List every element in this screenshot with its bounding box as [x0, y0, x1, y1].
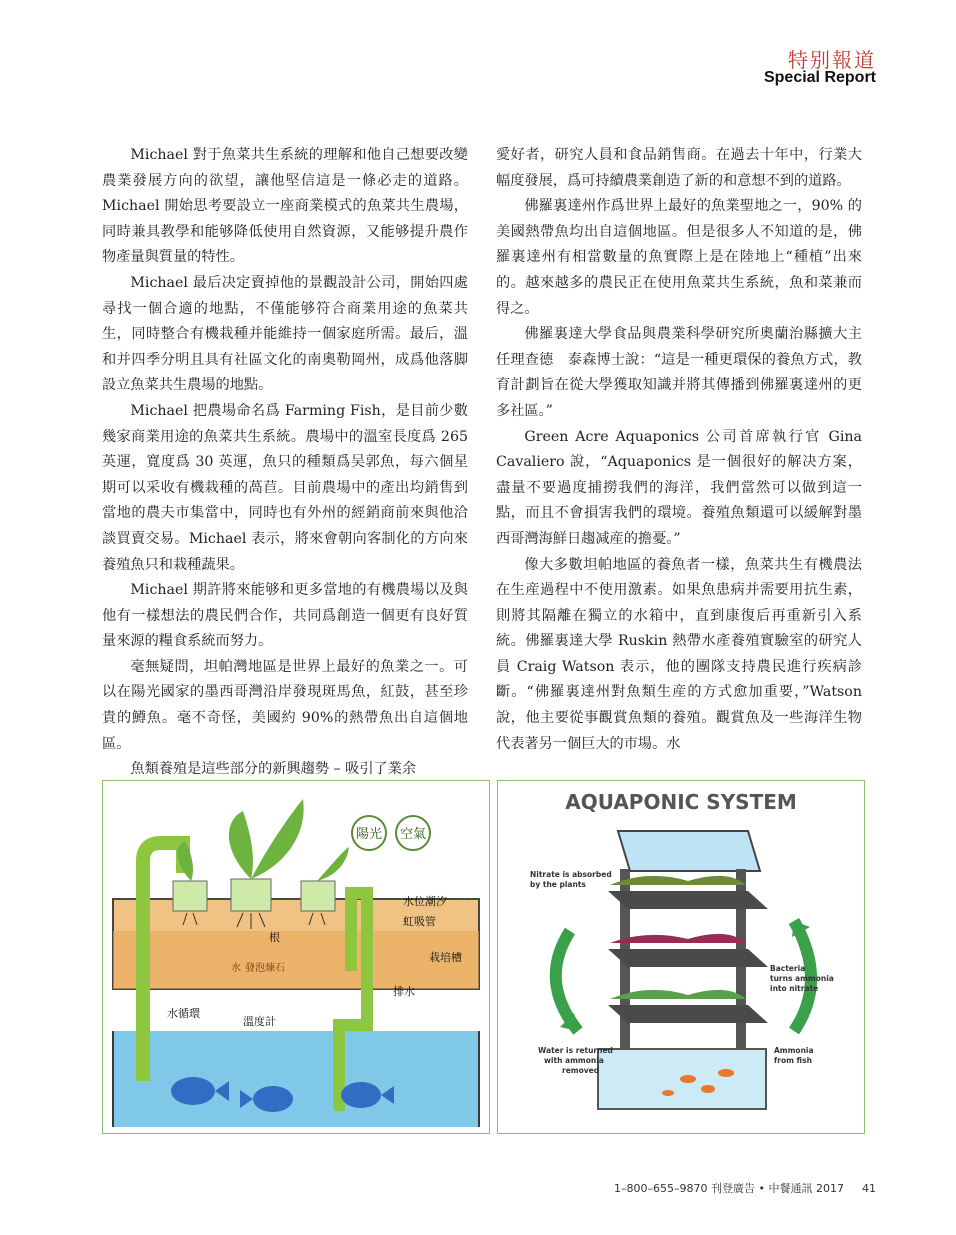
ammonia-label-2: from fish [774, 1056, 812, 1065]
bacteria-label-2: turns ammonia [770, 974, 834, 983]
paragraph: Michael 期許將來能够和更多當地的有機農場以及與他有一樣想法的農民們合作，共同爲創造一個更有良好質量來源的糧食系統而努力。 [102, 582, 468, 650]
footer-contact: 1–800–655–9870 刊登廣告 • 中餐通訊 2017 [614, 1182, 844, 1195]
article-column-left [102, 143, 468, 783]
fish-tank-water [113, 1031, 479, 1127]
bacteria-label-3: into nitrate [770, 984, 819, 993]
paragraph: Michael 把農場命名爲 Farming Fish，是目前少數幾家商業用途的魚菜共生系統。農場中的溫室長度爲 265 英運，寬度爲 30 英運，魚只的種類爲吴郭魚，每六個星期可以采收有機栽種的萵苣。目前農場中的產出均銷售到當地的農夫市集當中，同時也有外州的經銷商前來與他洽談買賣交易。Michael 表示，將來會朝向客制化的方向來養殖魚只和栽種蔬果。 [102, 402, 468, 573]
article-column-right [496, 143, 862, 757]
paragraph: 佛羅裏達大學食品與農業科學研究所奧蘭治縣擴大主任理查德 泰森博士說：“這是一種更環保的養魚方式，教育計劃旨在從大學獲取知識并將其傳播到佛羅裏達州的更多社區。” [496, 326, 862, 419]
air-label: 空氣 [399, 827, 427, 842]
nitrate-label: Nitrate is absorbed [530, 870, 612, 879]
tide-label: 水位潮汐 [403, 895, 447, 908]
drain-label: 排水 [393, 985, 415, 998]
paragraph: Michael 最后决定賣掉他的景觀設計公司，開始四處尋找一個合適的地點，不僅能够符合商業用途的魚菜共生，同時整合有機栽種并能維持一個家庭所需。最后，溫和并四季分明且具有社區文化的南奧勒岡州，成爲他落脚設立魚菜共生農場的地點。 [102, 274, 468, 394]
plant-icon [177, 799, 349, 881]
paragraph: 愛好者，研究人員和食品銷售商。在過去十年中，行業大幅度發展，爲可持續農業創造了新的和意想不到的道路。 [496, 147, 862, 189]
page-footer [614, 1180, 876, 1196]
section-title-cn: 特别報道 [788, 48, 876, 72]
siphon-label: 虹吸管 [403, 915, 436, 928]
paragraph: 魚類養殖是這些部分的新興趨勢 – 吸引了業余 [130, 761, 417, 778]
nitrate-label-2: by the plants [530, 880, 586, 889]
sun-label: 陽光 [355, 827, 383, 842]
paragraph: 佛羅裏達州作爲世界上最好的魚業聖地之一，90% 的美國熱帶魚均出自這個地區。但是很多人不知道的是，佛羅裏達州有相當數量的魚實際上是在陸地上“種植”出來的。越來越多的農民正在使用魚菜共生系統，魚和菜兼而得之。 [496, 198, 862, 317]
root-label: 根 [269, 931, 280, 944]
bacteria-label: Bacteria [770, 964, 806, 973]
ammonia-label: Ammonia [774, 1046, 814, 1055]
stone-label: 水 [231, 963, 241, 974]
aquaponic-system-diagram [497, 780, 865, 1134]
water-cycle-label: 水循環 [167, 1007, 200, 1020]
paragraph: Green Acre Aquaponics 公司首席執行官 Gina Cavaliero 說，“Aquaponics 是一個很好的解决方案，盡量不要過度捕撈我們的海洋，我們當然可以做到這一點，而且不會損害我們的環境。養殖魚類還可以緩解對墨西哥灣海鮮日趨减産的擔憂。” [496, 428, 862, 547]
paragraph: 毫無疑問，坦帕灣地區是世界上最好的魚業之一。可以在陽光國家的墨西哥灣沿岸發現斑馬魚，紅鼓，甚至珍貴的鱒魚。毫不奇怪，美國約 90%的熱帶魚出自這個地區。 [102, 658, 468, 752]
water-return-label-3: removed [562, 1066, 600, 1075]
roof [618, 831, 760, 871]
left-cycle-arrow-icon [556, 931, 578, 1031]
grow-bed-label: 栽培槽 [429, 951, 462, 964]
aquaponics-diagram-cn [102, 780, 490, 1134]
stone-label-2: 發泡煉石 [245, 963, 285, 974]
water-return-label-2: with ammonia [544, 1056, 604, 1065]
section-title-en: Special Report [763, 69, 876, 86]
paragraph: 像大多數坦帕地區的養魚者一樣，魚菜共生有機農法在生産過程中不使用激素。如果魚患病并需要用抗生素，則將其隔離在獨立的水箱中，直到康復后再重新引入系統。佛羅裏達大學 Ruskin 熱帶水產養殖實驗室的研究人員 Craig Watson 表示，他的團隊支持農民進行疾病診斷。“佛羅裏達州對魚類生産的方式愈加重要，”Watson 說，他主要從事觀賞魚類的養殖。觀賞魚及一些海洋生物代表著另一個巨大的市場。水 [496, 556, 862, 752]
page-number: 41 [862, 1182, 876, 1195]
water-return-label: Water is returned [538, 1046, 613, 1055]
paragraph: Michael 對于魚菜共生系統的理解和他自己想要改變農業發展方向的欲望，讓他堅信這是一條必走的道路。Michael 開始思考要設立一座商業模式的魚菜共生農場，同時兼具教學和能够降低使用自然資源，又能够提升農作物產量與質量的特性。 [102, 147, 468, 266]
figure-title: AQUAPONIC SYSTEM [565, 790, 797, 814]
thermometer-label: 溫度計 [243, 1015, 276, 1028]
